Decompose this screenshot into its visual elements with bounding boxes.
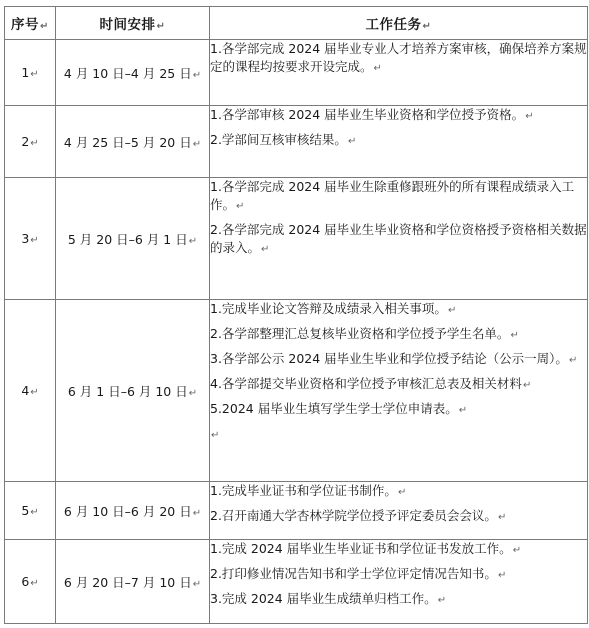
row-time: 6 月 10 日–6 月 20 日↵ — [56, 482, 210, 540]
row-time: 4 月 10 日–4 月 25 日↵ — [56, 40, 210, 106]
task-item: 1.完成毕业证书和学位证书制作。↵ — [210, 483, 407, 498]
header-tasks: 工作任务↵ — [210, 7, 588, 40]
table-row — [5, 40, 588, 106]
row-number: 1↵ — [5, 40, 56, 106]
row-tasks — [210, 178, 588, 300]
header-row — [5, 7, 588, 40]
paragraph-mark: ↵ — [211, 430, 220, 441]
task-item: 2.各学部完成 2024 届毕业生毕业资格和学位资格授予资格相关数据的录入。↵ — [210, 222, 587, 255]
task-item: 4.各学部提交毕业资格和学位授予审核汇总表及相关材料↵ — [210, 376, 532, 391]
row-number: 3↵ — [5, 178, 56, 300]
table-row — [5, 106, 588, 178]
row-tasks — [210, 482, 588, 540]
row-number: 2↵ — [5, 106, 56, 178]
task-item: 2.召开南通大学杏林学院学位授予评定委员会会议。↵ — [210, 508, 507, 523]
header-num: 序号↵ — [5, 7, 56, 40]
row-time: 4 月 25 日–5 月 20 日↵ — [56, 106, 210, 178]
task-item: 3.完成 2024 届毕业生成绩单归档工作。↵ — [210, 591, 447, 606]
row-tasks — [210, 300, 588, 482]
row-time: 6 月 1 日–6 月 10 日↵ — [56, 300, 210, 482]
task-item: 1.完成 2024 届毕业生毕业证书和学位证书发放工作。↵ — [210, 541, 522, 556]
task-item: 1.完成毕业论文答辩及成绩录入相关事项。↵ — [210, 301, 457, 316]
row-time: 6 月 20 日–7 月 10 日↵ — [56, 540, 210, 624]
header-time: 时间安排↵ — [56, 7, 210, 40]
table-row — [5, 178, 588, 300]
task-item: 1.各学部完成 2024 届毕业生除重修跟班外的所有课程成绩录入工作。↵ — [210, 179, 575, 212]
row-number: 6↵ — [5, 540, 56, 624]
task-item: 2.各学部整理汇总复核毕业资格和学位授予学生名单。↵ — [210, 326, 519, 341]
task-item: 2.学部间互核审核结果。↵ — [210, 132, 357, 147]
row-tasks — [210, 540, 588, 624]
table-row — [5, 482, 588, 540]
task-item: 1.各学部审核 2024 届毕业生毕业资格和学位授予资格。↵ — [210, 107, 534, 122]
table-row — [5, 540, 588, 624]
task-item: 2.打印修业情况告知书和学士学位评定情况告知书。↵ — [210, 566, 507, 581]
schedule-table — [4, 6, 588, 624]
task-item: 5.2024 届毕业生填写学生学士学位申请表。↵ — [210, 401, 468, 416]
task-item: 3.各学部公示 2024 届毕业生毕业和学位授予结论（公示一周）。↵ — [210, 351, 578, 366]
task-item: 1.各学部完成 2024 届毕业专业人才培养方案审核，确保培养方案规定的课程均按要求开设完成。↵ — [210, 41, 587, 74]
row-number: 4↵ — [5, 300, 56, 482]
row-tasks — [210, 106, 588, 178]
row-number: 5↵ — [5, 482, 56, 540]
row-time: 5 月 20 日–6 月 1 日↵ — [56, 178, 210, 300]
row-tasks — [210, 40, 588, 106]
table-row — [5, 300, 588, 482]
